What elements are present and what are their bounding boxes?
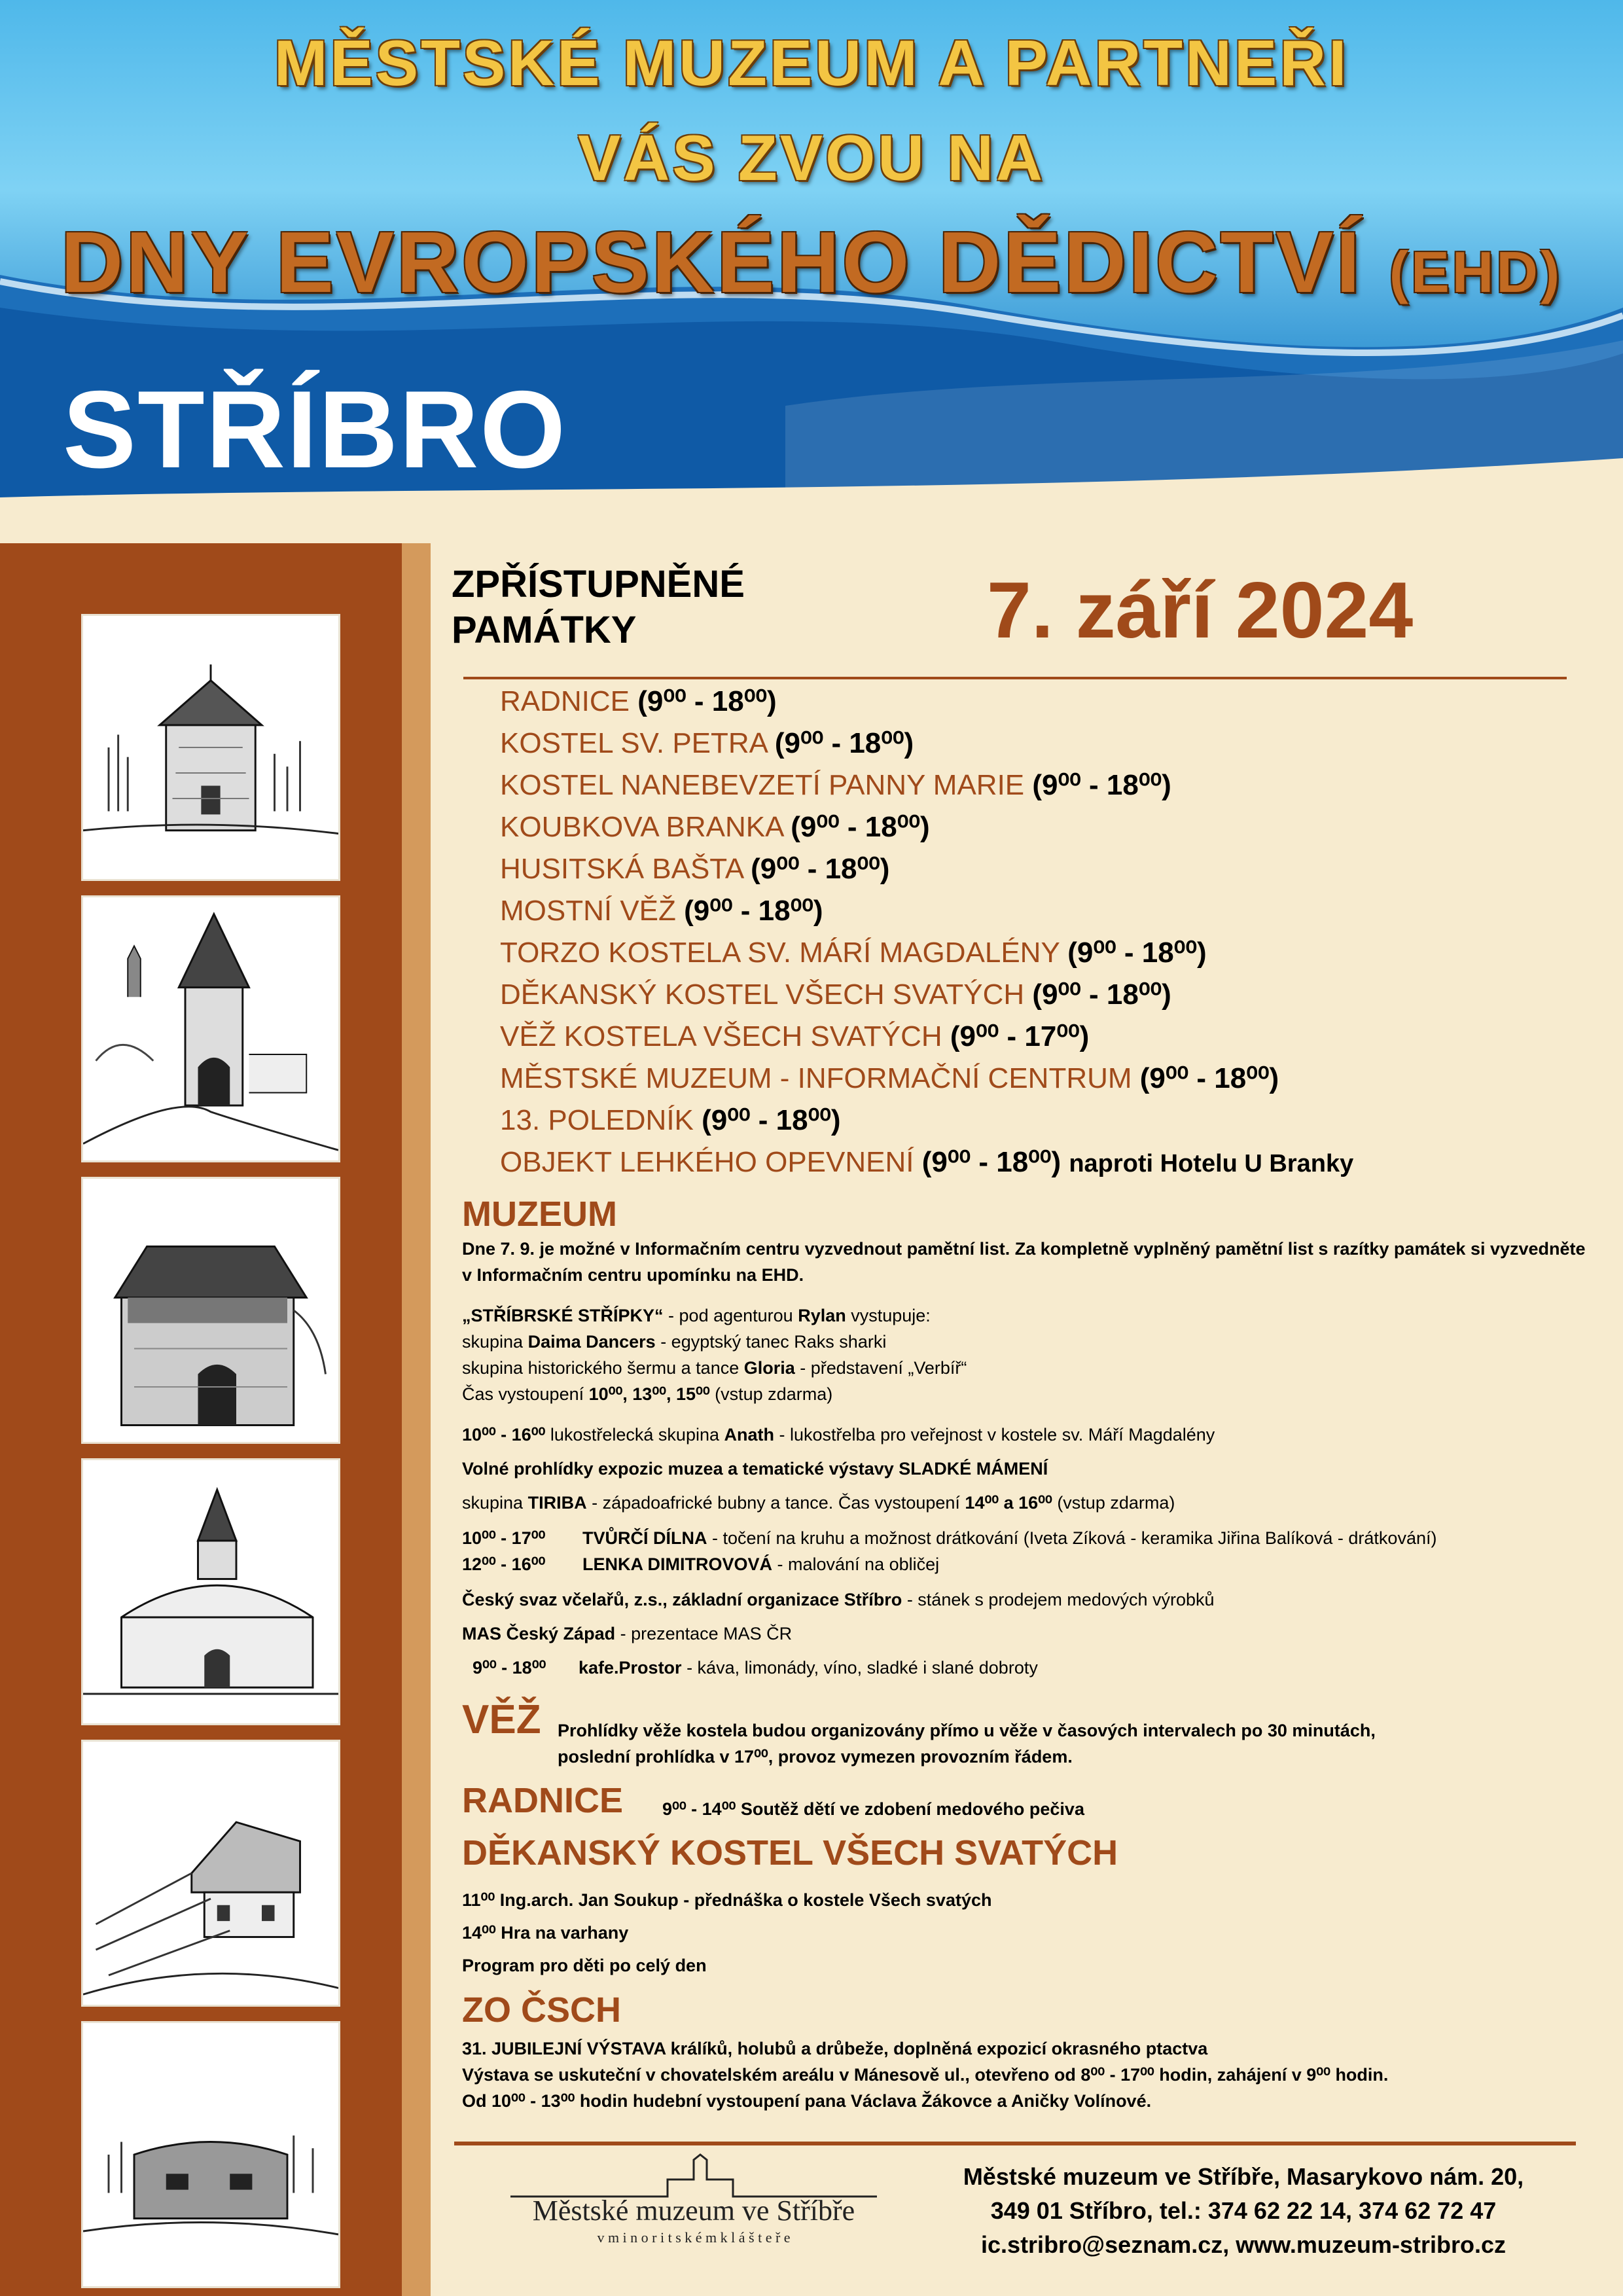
site-name: KOUBKOVA BRANKA (500, 811, 783, 843)
site-item (500, 806, 930, 848)
vez-text (558, 1717, 1578, 1770)
contact-web[interactable]: ic.stribro@seznam.cz, www.muzeum-stribro.cz (981, 2231, 1506, 2258)
stripky-text-2: vystupuje: (846, 1306, 931, 1325)
site-hours: (9⁰⁰ - 18⁰⁰) (1032, 769, 1171, 801)
site-item (500, 974, 1171, 1016)
zo-line-3: Od 10⁰⁰ - 13⁰⁰ hodin hudební vystoupení pana Václava Žákovce a Aničky Volínové. (462, 2091, 1152, 2111)
stripky-title: „STŘÍBRSKÉ STŘÍPKY“ (462, 1306, 664, 1325)
group-gloria (462, 1355, 1588, 1381)
show-times (462, 1381, 1588, 1407)
drawing-gate-house (81, 1177, 340, 1444)
dekansky-time: 14⁰⁰ (462, 1923, 496, 1943)
site-hours: (9⁰⁰ - 18⁰⁰) (774, 727, 914, 759)
site-item (500, 723, 914, 764)
logo-subtitle: v m i n o r i t s k é m k l á š t e ř e (597, 2229, 791, 2246)
lenka-desc: - malování na obličej (772, 1554, 940, 1574)
kafe-time: 9⁰⁰ - 18⁰⁰ (473, 1658, 546, 1677)
drawing-village-house (81, 1740, 340, 2007)
group-desc: - egyptský tanec Raks sharki (655, 1332, 887, 1352)
zo-text (462, 2036, 1588, 2114)
logo-name: Městské muzeum ve Stříbře (532, 2195, 855, 2227)
stripky-agency: Rylan (798, 1306, 846, 1325)
site-name: 13. POLEDNÍK (500, 1104, 694, 1136)
kafe-name: kafe.Prostor (579, 1658, 682, 1677)
bees-desc: - stánek s prodejem medových výrobků (902, 1590, 1215, 1609)
site-hours: (9⁰⁰ - 18⁰⁰) (751, 853, 890, 885)
site-name: OBJEKT LEHKÉHO OPEVNENÍ (500, 1146, 914, 1178)
radnice-time: 9⁰⁰ - 14⁰⁰ (662, 1799, 736, 1819)
tiriba-note: (vstup zdarma) (1052, 1493, 1175, 1513)
museum-logo (504, 2153, 883, 2258)
site-name: KOSTEL NANEBEVZETÍ PANNY MARIE (500, 769, 1025, 801)
free-tours: Volné prohlídky expozic muzea a tematické výstavy SLADKÉ MÁMENÍ (462, 1459, 1048, 1479)
site-name: MĚSTSKÉ MUZEUM - INFORMAČNÍ CENTRUM (500, 1062, 1132, 1094)
site-hours: (9⁰⁰ - 18⁰⁰) (702, 1104, 841, 1136)
site-name: KOSTEL SV. PETRA (500, 727, 767, 759)
stripky-block (462, 1302, 1588, 1407)
group-name: Gloria (743, 1358, 795, 1378)
group-prefix: skupina (462, 1332, 528, 1352)
drawing-bridge-tower (81, 895, 340, 1162)
times-label: Čas vystoupení (462, 1384, 589, 1404)
sidebar-stripe (402, 543, 431, 2296)
tiriba-prefix: skupina (462, 1493, 528, 1513)
site-hours: (9⁰⁰ - 18⁰⁰) (637, 685, 777, 717)
site-item (500, 848, 889, 890)
site-name: TORZO KOSTELA SV. MÁRÍ MAGDALÉNY (500, 937, 1060, 969)
site-hours: (9⁰⁰ - 18⁰⁰) (1139, 1062, 1279, 1094)
site-hours: (9⁰⁰ - 18⁰⁰) (921, 1146, 1061, 1178)
group-daima (462, 1329, 1588, 1355)
site-hours: (9⁰⁰ - 18⁰⁰) (1067, 937, 1207, 969)
site-hours: (9⁰⁰ - 18⁰⁰) (1032, 978, 1171, 1011)
lenka-line (462, 1551, 1588, 1577)
event-abbrev: (EHD) (1389, 240, 1563, 304)
zo-heading: ZO ČSCH (462, 1990, 621, 2030)
group-name: Daima Dancers (527, 1332, 656, 1352)
city-name: STŘÍBRO (63, 368, 567, 491)
vez-line-1: Prohlídky věže kostela budou organizovány přímo u věže v časových intervalech po 30 minutách, (558, 1721, 1376, 1740)
site-item (500, 1058, 1279, 1100)
group-desc: - představení „Verbíř“ (794, 1358, 967, 1378)
drawing-round-tower (81, 614, 340, 881)
divider-top (463, 677, 1567, 679)
dekansky-desc: Hra na varhany (495, 1923, 629, 1943)
mas-name: MAS Český Západ (462, 1624, 616, 1643)
header-line-2: VÁS ZVOU NA (578, 122, 1045, 194)
kafe-desc: - káva, limonády, víno, sladké i slané dobroty (681, 1658, 1038, 1677)
stripky-line (462, 1302, 1588, 1329)
site-item (500, 890, 823, 932)
site-note: naproti Hotelu U Branky (1069, 1150, 1354, 1177)
anath-name: Anath (724, 1425, 774, 1444)
site-item (500, 1141, 1353, 1185)
sites-heading (452, 562, 745, 653)
dekansky-item (462, 1884, 1588, 1916)
dilna-time: 10⁰⁰ - 17⁰⁰ (462, 1528, 546, 1548)
tiriba-times: 14⁰⁰ a 16⁰⁰ (965, 1493, 1052, 1513)
site-hours: (9⁰⁰ - 18⁰⁰) (791, 811, 930, 843)
anath-line (462, 1422, 1588, 1448)
site-name: MOSTNÍ VĚŽ (500, 895, 676, 927)
header-line-1: MĚSTSKÉ MUZEUM A PARTNEŘI (274, 27, 1349, 99)
site-hours: (9⁰⁰ - 17⁰⁰) (950, 1020, 1090, 1052)
lenka-name: LENKA DIMITROVOVÁ (582, 1554, 772, 1574)
contact-block (903, 2160, 1584, 2262)
vez-line-2: poslední prohlídka v 17⁰⁰, provoz vymezen provozním řádem. (558, 1747, 1073, 1767)
drawing-chapel (81, 1458, 340, 1725)
dekansky-desc: Ing.arch. Jan Soukup - přednáška o kostele Všech svatých (495, 1890, 992, 1910)
times-values: 10⁰⁰, 13⁰⁰, 15⁰⁰ (588, 1384, 710, 1404)
tiriba-name: TIRIBA (527, 1493, 587, 1513)
radnice-desc: Soutěž dětí ve zdobení medového pečiva (736, 1799, 1084, 1819)
tiriba-line (462, 1490, 1588, 1516)
event-date: 7. září 2024 (987, 565, 1414, 655)
dekansky-item: Program pro děti po celý den (462, 1956, 707, 1975)
kafe-line (473, 1655, 1598, 1681)
lenka-time: 12⁰⁰ - 16⁰⁰ (462, 1554, 546, 1574)
dekansky-time: 11⁰⁰ (462, 1890, 495, 1910)
bees-name: Český svaz včelařů, z.s., základní organizace Stříbro (462, 1590, 902, 1609)
zo-line-1: 31. JUBILEJNÍ VÝSTAVA králíků, holubů a drůbeže, doplněná expozicí okrasného ptactva (462, 2039, 1208, 2058)
stripky-text: - pod agenturou (663, 1306, 798, 1325)
vez-heading: VĚŽ (462, 1697, 541, 1742)
times-note: (vstup zdarma) (709, 1384, 833, 1404)
sites-heading-line-1: ZPŘÍSTUPNĚNÉ (452, 563, 745, 605)
event-title: DNY EVROPSKÉHO DĚDICTVÍ (60, 214, 1363, 310)
dekansky-heading: DĚKANSKÝ KOSTEL VŠECH SVATÝCH (462, 1833, 1118, 1873)
dilna-name: TVŮRČÍ DÍLNA (582, 1528, 707, 1548)
site-item (500, 1016, 1089, 1058)
mas-desc: - prezentace MAS ČR (615, 1624, 793, 1643)
muzeum-intro: Dne 7. 9. je možné v Informačním centru vyzvednout pamětní list. Za kompletně vyplněný pamětní list s razítky památek si vyzvedněte v Informačním centru upomínku na EHD. (462, 1239, 1586, 1285)
dekansky-program (462, 1884, 1588, 1982)
radnice-heading: RADNICE (462, 1781, 624, 1820)
mas-line (462, 1621, 1588, 1647)
muzeum-heading: MUZEUM (462, 1194, 617, 1234)
site-name: DĚKANSKÝ KOSTEL VŠECH SVATÝCH (500, 978, 1025, 1011)
site-name: HUSITSKÁ BAŠTA (500, 853, 743, 885)
group-prefix: skupina historického šermu a tance (462, 1358, 744, 1378)
dekansky-item (462, 1916, 1588, 1949)
bees-line (462, 1587, 1588, 1613)
site-item (500, 932, 1207, 974)
anath-desc: - lukostřelba pro veřejnost v kostele sv. Máří Magdalény (774, 1425, 1215, 1444)
contact-address: Městské muzeum ve Stříbře, Masarykovo nám. 20, (963, 2163, 1524, 2190)
contact-phone: 349 01 Stříbro, tel.: 374 62 22 14, 374 62 72 47 (990, 2197, 1497, 2224)
site-name: RADNICE (500, 685, 630, 717)
dilna-line (462, 1525, 1601, 1551)
site-item (500, 681, 777, 723)
header-line-3 (0, 213, 1623, 312)
zo-line-2: Výstava se uskuteční v chovatelském areálu v Mánesově ul., otevřeno od 8⁰⁰ - 17⁰⁰ hodin, zahájení v 9⁰⁰ hodin. (462, 2065, 1389, 2085)
sites-heading-line-2: PAMÁTKY (452, 609, 637, 651)
radnice-line (662, 1796, 1448, 1822)
tiriba-desc: - západoafrické bubny a tance. Čas vystoupení (586, 1493, 965, 1513)
monastery-silhouette-icon (504, 2153, 883, 2199)
site-item (500, 764, 1171, 806)
header-banner (0, 0, 1623, 543)
site-item (500, 1100, 841, 1141)
anath-time: 10⁰⁰ - 16⁰⁰ (462, 1425, 546, 1444)
site-name: VĚŽ KOSTELA VŠECH SVATÝCH (500, 1020, 942, 1052)
divider-footer (454, 2142, 1576, 2145)
anath-prefix: lukostřelecká skupina (545, 1425, 724, 1444)
site-hours: (9⁰⁰ - 18⁰⁰) (684, 895, 823, 927)
drawing-bunker (81, 2021, 340, 2288)
dilna-desc: - točení na kruhu a možnost drátkování (Iveta Zíková - keramika Jiřina Balíková - drátkování) (707, 1528, 1437, 1548)
